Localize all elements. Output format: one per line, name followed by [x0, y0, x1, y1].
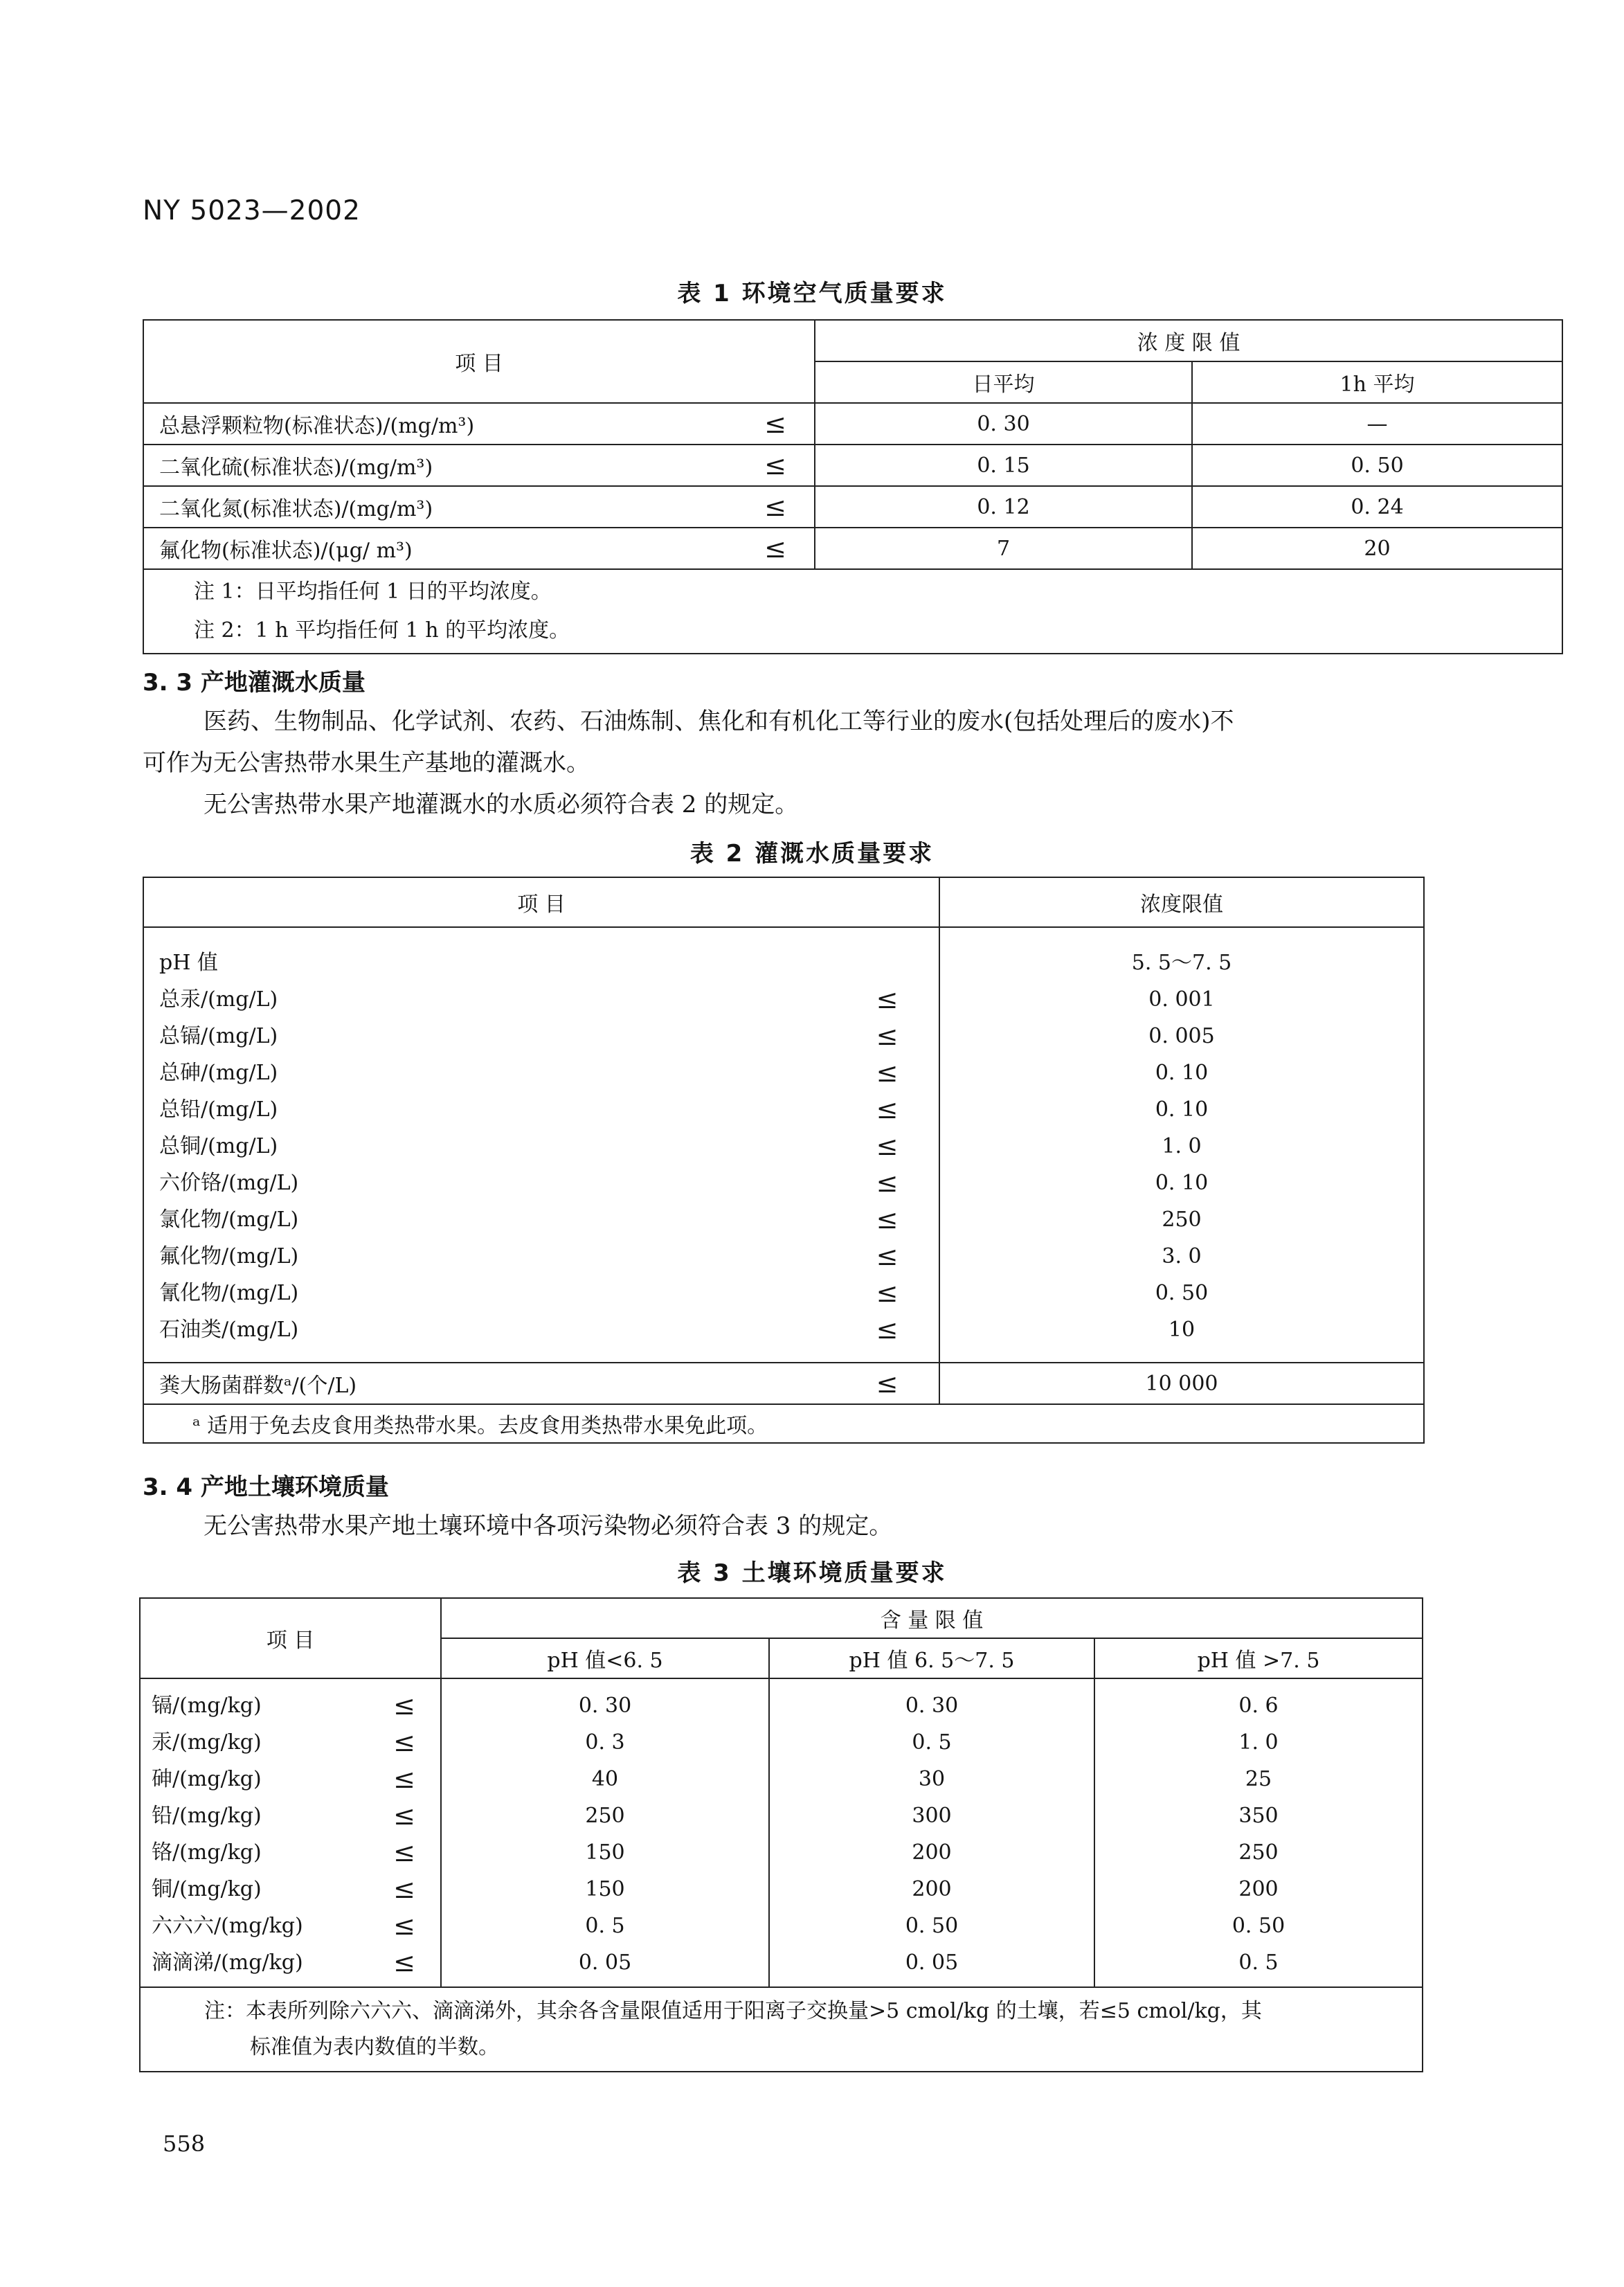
section-3-4-paragraph: 无公害热带水果产地土壤环境中各项污染物必须符合表 3 的规定。 [204, 1512, 893, 1540]
table-row [143, 445, 1562, 486]
row-item: 铬/(mg/kg) [152, 1840, 262, 1865]
row-item: 二氧化硫(标准状态)/(mg/m³) [143, 445, 673, 486]
daily-value: 0. 12 [815, 486, 1192, 528]
table2-values [939, 927, 1424, 1363]
table3 [139, 1597, 1423, 2072]
table2-items [143, 927, 836, 1363]
hourly-value: — [1192, 403, 1562, 445]
section-3-4-title: 3. 4 产地土壤环境质量 [143, 1473, 389, 1501]
table-row [143, 486, 1562, 528]
limit-value: 0. 3 [585, 1730, 625, 1755]
table3-note-line: 标准值为表内数值的半数。 [250, 2035, 499, 2059]
section-3-3-paragraph [143, 701, 1423, 825]
row-item: 铅/(mg/kg) [152, 1804, 262, 1828]
row-item: 二氧化氮(标准状态)/(mg/m³) [143, 486, 673, 528]
le-symbol: ≤ [393, 1910, 415, 1941]
limit-value: 0. 6 [1238, 1694, 1279, 1718]
table1-note: 注 1：日平均指任何 1 日的平均浓度。 [194, 580, 552, 604]
table3-caption: 表 3 土壤环境质量要求 [677, 1559, 947, 1587]
le-symbol: ≤ [876, 984, 899, 1014]
le-symbol: ≤ [393, 1874, 415, 1904]
row-item: 总铜/(mg/L) [159, 1134, 278, 1158]
limit-value: 0. 30 [905, 1694, 959, 1718]
row-item: 氯化物/(mg/L) [159, 1208, 299, 1232]
le-symbol: ≤ [393, 1800, 415, 1831]
table1-subheader-daily: 日平均 [815, 361, 1192, 403]
limit-value: 0. 50 [1231, 1914, 1285, 1938]
table3-col-high [1094, 1678, 1423, 1987]
table1 [143, 319, 1563, 654]
le-symbol: ≤ [876, 1204, 899, 1235]
limit-value: 0. 5 [585, 1914, 625, 1938]
table1-caption: 表 1 环境空气质量要求 [677, 280, 947, 307]
row-item: 砷/(mg/kg) [152, 1767, 262, 1791]
paragraph-line: 可作为无公害热带水果生产基地的灌溉水。 [143, 749, 590, 777]
le-symbol: ≤ [673, 528, 815, 569]
daily-value: 7 [815, 528, 1192, 569]
limit-value: 250 [585, 1804, 625, 1828]
table3-note-line: 注：本表所列除六六六、滴滴涕外，其余各含量限值适用于阳离子交换量>5 cmol/kg 的土壤，若≤5 cmol/kg，其 [204, 1999, 1262, 2023]
le-symbol: ≤ [393, 1837, 415, 1867]
le-symbol: ≤ [876, 1094, 899, 1124]
row-item: 汞/(mg/kg) [152, 1730, 262, 1755]
row-item: 氰化物/(mg/L) [159, 1281, 299, 1305]
table2-caption: 表 2 灌溉水质量要求 [689, 840, 935, 868]
page-number: 558 [163, 2131, 206, 2157]
limit-value: 0. 30 [578, 1694, 632, 1718]
le-symbol: ≤ [876, 1167, 899, 1198]
table2-footnote: ᵃ 适用于免去皮食用类热带水果。去皮食用类热带水果免此项。 [143, 1404, 1424, 1443]
limit-value: 0. 50 [905, 1914, 959, 1938]
conc-value: 5. 5～7. 5 [1131, 951, 1232, 975]
limit-value: 25 [1245, 1767, 1272, 1791]
limit-value: 1. 0 [1238, 1730, 1279, 1755]
conc-value: 0. 10 [1155, 1171, 1209, 1195]
row-item: 六六六/(mg/kg) [152, 1914, 303, 1938]
table1-item-header: 项 目 [143, 320, 815, 403]
limit-value: 150 [585, 1840, 625, 1865]
table-row [143, 403, 1562, 445]
table2-item-header: 项 目 [143, 877, 939, 927]
row-item: 总镉/(mg/L) [159, 1024, 278, 1048]
le-symbol: ≤ [393, 1947, 415, 1977]
row-item: 氟化物/(mg/L) [159, 1244, 299, 1268]
limit-value: 200 [912, 1877, 952, 1901]
table1-subheader-hourly: 1h 平均 [1192, 361, 1562, 403]
section-3-3-title: 3. 3 产地灌溉水质量 [143, 669, 366, 697]
le-symbol: ≤ [876, 1021, 899, 1051]
le-symbol: ≤ [393, 1727, 415, 1757]
limit-value: 350 [1238, 1804, 1279, 1828]
table3-subheader-mid: pH 值 6. 5～7. 5 [769, 1638, 1094, 1678]
table3-item-header: 项 目 [140, 1598, 441, 1678]
limit-value: 150 [585, 1877, 625, 1901]
daily-value: 0. 30 [815, 403, 1192, 445]
le-symbol: ≤ [876, 1057, 899, 1088]
le-symbol: ≤ [876, 1277, 899, 1308]
conc-value: 0. 10 [1155, 1097, 1209, 1122]
table3-col-low [441, 1678, 769, 1987]
limit-value: 250 [1238, 1840, 1279, 1865]
table1-conc-header: 浓 度 限 值 [815, 320, 1562, 361]
table3-le-column [368, 1678, 441, 1987]
table2-conc-header: 浓度限值 [939, 877, 1424, 927]
hourly-value: 0. 50 [1192, 445, 1562, 486]
paragraph-line: 无公害热带水果产地灌溉水的水质必须符合表 2 的规定。 [204, 791, 799, 818]
row-item: pH 值 [159, 951, 218, 975]
le-symbol [836, 944, 939, 981]
table2 [143, 877, 1425, 1444]
le-symbol: ≤ [393, 1764, 415, 1794]
le-symbol: ≤ [673, 445, 815, 486]
limit-value: 0. 5 [1238, 1950, 1279, 1975]
table3-note [140, 1987, 1423, 2072]
conc-value: 3. 0 [1162, 1244, 1202, 1268]
document-code: NY 5023—2002 [143, 195, 361, 226]
le-symbol: ≤ [673, 403, 815, 445]
conc-value: 0. 10 [1155, 1061, 1209, 1085]
row-item: 总汞/(mg/L) [159, 987, 278, 1012]
le-symbol: ≤ [876, 1314, 899, 1345]
row-item: 总砷/(mg/L) [159, 1061, 278, 1085]
hourly-value: 20 [1192, 528, 1562, 569]
row-item: 总铅/(mg/L) [159, 1097, 278, 1122]
row-item: 粪大肠菌群数ᵃ/(个/L) [143, 1363, 836, 1404]
table3-col-mid [769, 1678, 1094, 1987]
table-row [143, 1363, 1424, 1404]
conc-value: 250 [1162, 1208, 1202, 1232]
table3-conc-header: 含 量 限 值 [441, 1598, 1423, 1638]
le-symbol: ≤ [876, 1241, 899, 1271]
conc-value: 0. 001 [1148, 987, 1215, 1012]
limit-value: 0. 05 [905, 1950, 959, 1975]
row-item: 石油类/(mg/L) [159, 1318, 299, 1342]
limit-value: 200 [1238, 1877, 1279, 1901]
row-item: 镉/(mg/kg) [152, 1694, 262, 1718]
limit-value: 0. 5 [912, 1730, 952, 1755]
table3-items [140, 1678, 368, 1987]
paragraph-line: 医药、生物制品、化学试剂、农药、石油炼制、焦化和有机化工等行业的废水(包括处理后的废水)不 [204, 708, 1234, 735]
table1-notes [143, 569, 1562, 654]
row-item: 铜/(mg/kg) [152, 1877, 262, 1901]
daily-value: 0. 15 [815, 445, 1192, 486]
table-row [143, 528, 1562, 569]
conc-value: 10 000 [939, 1363, 1424, 1404]
limit-value: 300 [912, 1804, 952, 1828]
conc-value: 10 [1168, 1318, 1196, 1342]
hourly-value: 0. 24 [1192, 486, 1562, 528]
table3-subheader-high: pH 值 >7. 5 [1094, 1638, 1423, 1678]
row-item: 总悬浮颗粒物(标准状态)/(mg/m³) [143, 403, 673, 445]
row-item: 氟化物(标准状态)/(μg/ m³) [143, 528, 673, 569]
le-symbol: ≤ [673, 486, 815, 528]
le-symbol: ≤ [393, 1690, 415, 1721]
limit-value: 40 [591, 1767, 619, 1791]
row-item: 六价铬/(mg/L) [159, 1171, 299, 1195]
conc-value: 0. 005 [1148, 1024, 1215, 1048]
table3-subheader-low: pH 值<6. 5 [441, 1638, 769, 1678]
limit-value: 0. 05 [578, 1950, 632, 1975]
row-item: 滴滴涕/(mg/kg) [152, 1950, 303, 1975]
limit-value: 200 [912, 1840, 952, 1865]
table2-le-column [836, 927, 939, 1363]
conc-value: 0. 50 [1155, 1281, 1209, 1305]
conc-value: 1. 0 [1162, 1134, 1202, 1158]
limit-value: 30 [918, 1767, 946, 1791]
le-symbol: ≤ [876, 1131, 899, 1161]
le-symbol: ≤ [836, 1363, 939, 1404]
table1-note: 注 2：1 h 平均指任何 1 h 的平均浓度。 [194, 618, 570, 643]
